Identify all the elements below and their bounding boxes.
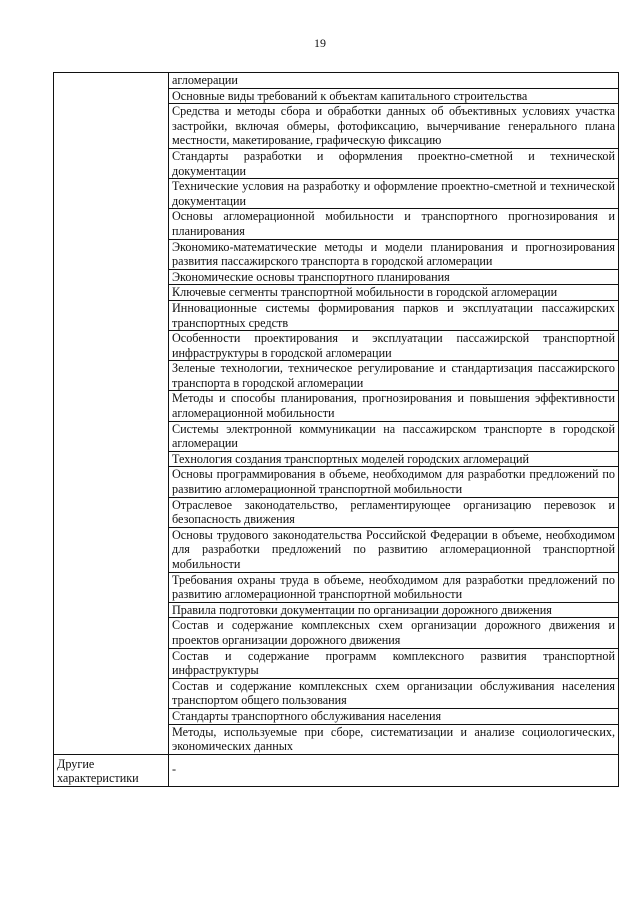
knowledge-item: Основы программирования в объеме, необходимом для разработки предложений по развитию агломерационной транспортной мобильности [169, 467, 619, 497]
knowledge-item: Средства и методы сбора и обработки данных об объективных условиях участка застройки, включая обмеры, фотофиксацию, вычерчивание генерального плана местности, макетирование, графическую фиксацию [169, 104, 619, 149]
knowledge-item: Зеленые технологии, техническое регулирование и стандартизация пассажирского транспорта в городской агломерации [169, 361, 619, 391]
knowledge-item: Основы трудового законодательства Российской Федерации в объеме, необходимом для разработки предложений по развитию агломерационной транспортной мобильности [169, 527, 619, 572]
knowledge-item: Ключевые сегменты транспортной мобильности в городской агломерации [169, 285, 619, 301]
knowledge-item: Требования охраны труда в объеме, необходимом для разработки предложений по развитию агломерационной транспортной мобильности [169, 572, 619, 602]
other-characteristics-row [54, 754, 619, 786]
knowledge-item: Методы, используемые при сборе, систематизации и анализе социологических, экономических данных [169, 724, 619, 754]
knowledge-item: Особенности проектирования и эксплуатации пассажирской транспортной инфраструктуры в городской агломерации [169, 331, 619, 361]
page-number: 19 [314, 36, 326, 50]
knowledge-item: Состав и содержание комплексных схем организации обслуживания населения транспортом общего пользования [169, 678, 619, 708]
knowledge-table [53, 72, 619, 787]
other-characteristics-label: Другие характеристики [54, 754, 169, 786]
left-cell-empty [54, 73, 169, 755]
knowledge-item: Системы электронной коммуникации на пассажирском транспорте в городской агломерации [169, 421, 619, 451]
knowledge-item: Правила подготовки документации по организации дорожного движения [169, 602, 619, 618]
knowledge-item: Экономико-математические методы и модели планирования и прогнозирования развития пассажирского транспорта в городской агломерации [169, 239, 619, 269]
knowledge-item: Состав и содержание программ комплексного развития транспортной инфраструктуры [169, 648, 619, 678]
knowledge-item: Технология создания транспортных моделей городских агломераций [169, 451, 619, 467]
knowledge-item: Экономические основы транспортного планирования [169, 269, 619, 285]
knowledge-item: Основы агломерационной мобильности и транспортного прогнозирования и планирования [169, 209, 619, 239]
knowledge-item: Методы и способы планирования, прогнозирования и повышения эффективности агломерационной мобильности [169, 391, 619, 421]
knowledge-item: Стандарты транспортного обслуживания населения [169, 708, 619, 724]
other-characteristics-value: - [169, 754, 619, 786]
knowledge-item: агломерации [169, 73, 619, 89]
knowledge-item: Стандарты разработки и оформления проектно-сметной и технической документации [169, 148, 619, 178]
knowledge-item: Состав и содержание комплексных схем организации дорожного движения и проектов организации дорожного движения [169, 618, 619, 648]
table-row [54, 73, 619, 89]
table-body [54, 73, 619, 787]
knowledge-item: Технические условия на разработку и оформление проектно-сметной и технической документации [169, 179, 619, 209]
knowledge-item: Инновационные системы формирования парков и эксплуатации пассажирских транспортных средств [169, 300, 619, 330]
knowledge-item: Отраслевое законодательство, регламентирующее организацию перевозок и безопасность движения [169, 497, 619, 527]
knowledge-item: Основные виды требований к объектам капитального строительства [169, 88, 619, 104]
